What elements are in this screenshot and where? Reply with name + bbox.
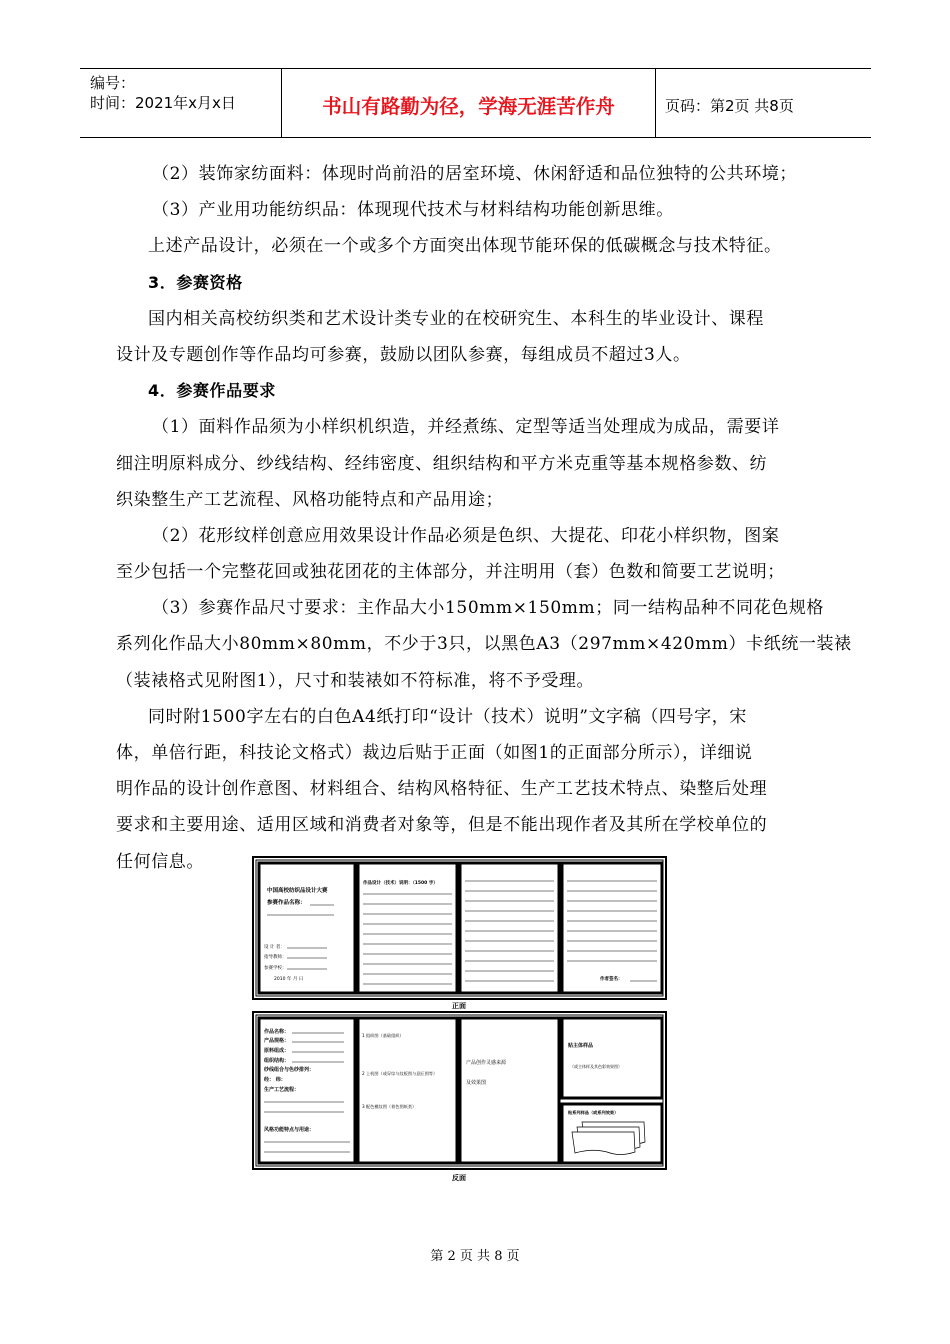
paragraph-line: 织染整生产工艺流程、风格功能特点和产品用途； <box>116 489 504 510</box>
paragraph-line: 体，单倍行距，科技论文格式）裁边后贴于正面（如图1的正面部分所示），详细说 <box>116 743 753 763</box>
front-caption: 正面 <box>452 1002 466 1010</box>
paragraph-line: （3）参赛作品尺寸要求：主作品大小150mm×150mm；同一结构品种不同花色规格 <box>152 598 825 619</box>
back-main-sample: 贴主体样品 <box>568 1043 594 1049</box>
back-yarn: 纱线组合与色纱排列： <box>264 1067 315 1073</box>
mounting-format-figure <box>252 856 667 1182</box>
back-color-diagram: 3 配色模纹图（着色图纸类） <box>362 1104 417 1109</box>
paragraph-line: （1）面料作品须为小样织机织造，并经煮练、定型等适当处理成为成品，需要详 <box>152 417 780 438</box>
header-meta <box>80 69 282 137</box>
document-body <box>116 156 852 880</box>
back-features: 风格功能特点与用途： <box>264 1127 315 1133</box>
back-item-name: 作品名称： <box>264 1029 290 1035</box>
front-advisor: 指导教师： <box>264 955 287 960</box>
paragraph-line: 上述产品设计，必须在一个或多个方面突出体现节能环保的低碳概念与技术特征。 <box>148 236 782 257</box>
paragraph-line: 要求和主要用途、适用区域和消费者对象等，但是不能出现作者及其所在学校单位的 <box>116 815 768 836</box>
back-loom-diagram: 2 上机图（或穿综与纹板图与意匠图等） <box>362 1071 438 1076</box>
front-entry-name: 参赛作品名称： <box>267 900 306 906</box>
front-description-title: 作品设计（技术）说明：（1500 字） <box>363 881 438 886</box>
back-spec: 产品规格： <box>264 1038 290 1044</box>
sample-swatches <box>572 1122 645 1155</box>
document-header <box>80 68 871 138</box>
front-school: 参赛学校： <box>264 966 287 971</box>
figure-front <box>253 857 666 999</box>
paragraph-line: （2）装饰家纺面料：体现时尚前沿的居室环境、休闲舒适和品位独特的公共环境； <box>152 164 798 184</box>
back-effect-drawing: 及效果图 <box>466 1080 487 1086</box>
paragraph-line: 设计及专题创作等作品均可参赛，鼓励以团队参赛，每组成员不超过3人。 <box>116 344 691 365</box>
document-date-label: 时间：2021年x月x日 <box>90 94 236 112</box>
paragraph-line: 同时附1500字左右的白色A4纸打印“设计（技术）说明”文字稿（四号字，宋 <box>148 706 747 727</box>
back-process: 生产工艺流程： <box>264 1087 300 1093</box>
back-series-sample: 贴系列样品（或系列效果） <box>568 1110 619 1115</box>
front-designer: 设 计 者： <box>264 945 285 950</box>
header-motto: 书山有路勤为径，学海无涯苦作舟 <box>282 69 656 137</box>
front-title: 中国高校纺织品设计大赛 <box>267 888 328 894</box>
back-warp-weft: 经： 纬： <box>264 1077 286 1083</box>
header-page-info: 页码：第2页 共8页 <box>665 96 794 115</box>
section-heading: 4．参赛作品要求 <box>148 381 276 401</box>
back-caption: 反面 <box>452 1174 466 1182</box>
front-signature: 作者签名： <box>600 977 623 982</box>
front-date: 2010 年 月 日 <box>274 977 304 982</box>
document-number-label: 编号： <box>90 74 136 92</box>
paragraph-line: 国内相关高校纺织类和艺术设计类专业的在校研究生、本科生的毕业设计、课程 <box>148 308 764 329</box>
back-structure: 组织结构： <box>264 1058 290 1064</box>
figure-back <box>253 1012 666 1169</box>
paragraph-line: （3）产业用功能纺织品：体现现代技术与材料结构功能创新思维。 <box>152 200 674 221</box>
paragraph-line: 任何信息。 <box>116 851 204 872</box>
back-inspiration: 产品创作灵感来源 <box>466 1060 507 1066</box>
section-heading: 3．参赛资格 <box>148 272 243 292</box>
paragraph-line: （2）花形纹样创意应用效果设计作品必须是色织、大提花、印花小样织物，图案 <box>152 525 780 546</box>
page-footer: 第 2 页 共 8 页 <box>430 1249 520 1264</box>
paragraph-line: 至少包括一个完整花回或独花团花的主体部分，并注明用（套）色数和简要工艺说明； <box>116 562 785 583</box>
back-main-sample-note: （或主体样及其色彩效果图） <box>570 1064 622 1069</box>
paragraph-line: 系列化作品大小80mm×80mm，不少于3只，以黑色A3（297mm×420mm）卡纸统一装裱 <box>116 634 852 655</box>
paragraph-line: （装裱格式见附图1），尺寸和装裱如不符标准，将不予受理。 <box>116 670 595 691</box>
back-weave-diagram: 1 组织图（基础组织） <box>362 1033 404 1038</box>
back-material: 原料组成： <box>264 1048 290 1054</box>
paragraph-line: 细注明原料成分、纱线结构、经纬密度、组织结构和平方米克重等基本规格参数、纺 <box>116 453 768 474</box>
paragraph-line: 明作品的设计创作意图、材料组合、结构风格特征、生产工艺技术特点、染整后处理 <box>116 779 768 800</box>
